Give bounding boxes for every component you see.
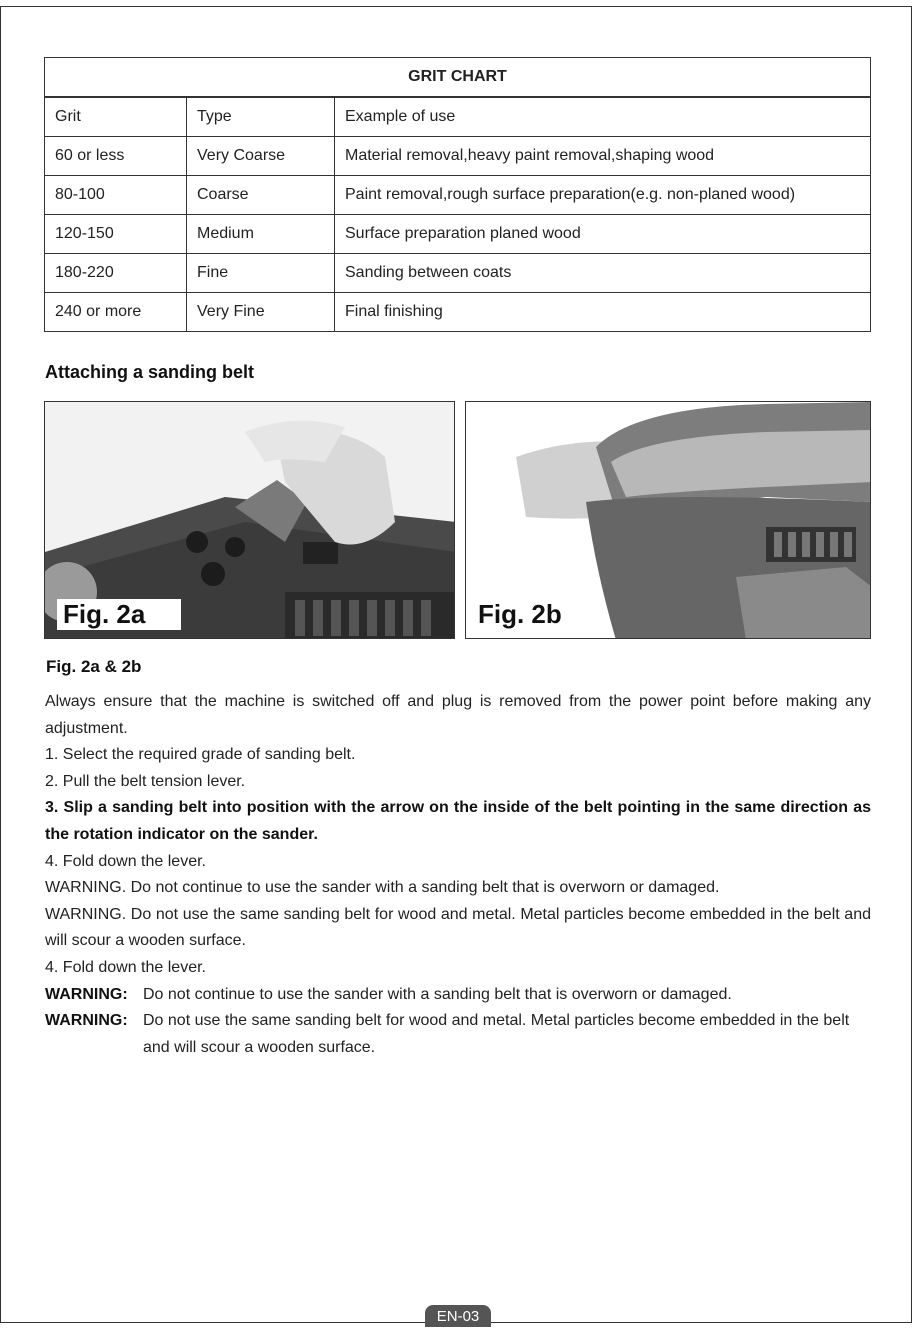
example-cell: Paint removal,rough surface preparation(e.g. non-planed wood) (335, 176, 871, 215)
example-cell: Sanding between coats (335, 254, 871, 293)
figure-2b-photo (465, 401, 871, 639)
grit-chart-table (44, 57, 871, 332)
table-row (45, 293, 871, 332)
grit-cell: 120-150 (45, 215, 187, 254)
intro-paragraph: Always ensure that the machine is switched off and plug is removed from the power point before making any adjustment. (45, 693, 871, 737)
instructions-body (45, 689, 871, 1061)
grit-cell: 240 or more (45, 293, 187, 332)
type-cell: Medium (187, 215, 335, 254)
type-cell: Fine (187, 254, 335, 293)
grit-chart-title: GRIT CHART (45, 58, 871, 98)
warning-3-text: Do not continue to use the sander with a sanding belt that is overworn or damaged. (143, 985, 732, 1003)
step-4-repeat: 4. Fold down the lever. (45, 958, 206, 976)
warning-3 (45, 982, 871, 1009)
warning-4-text: Do not use the same sanding belt for wood and metal. Metal particles become embedded in the belt and will scour a wooden surface. (143, 1012, 850, 1056)
grit-cell: 60 or less (45, 137, 187, 176)
table-row (45, 215, 871, 254)
step-2: 2. Pull the belt tension lever. (45, 772, 246, 790)
step-3: 3. Slip a sanding belt into position with the arrow on the inside of the belt pointing in the same direction as the rotation indicator on the sander. (45, 799, 871, 843)
column-header-type: Type (187, 97, 335, 137)
table-row (45, 176, 871, 215)
example-cell: Material removal,heavy paint removal,shaping wood (335, 137, 871, 176)
table-row (45, 254, 871, 293)
section-heading: Attaching a sanding belt (45, 362, 255, 382)
warning-label: WARNING: (45, 1012, 128, 1030)
figure-2b-label: Fig. 2b (478, 599, 562, 629)
warning-4 (45, 1008, 871, 1061)
type-cell: Very Fine (187, 293, 335, 332)
figure-2a-label: Fig. 2a (57, 599, 181, 630)
grit-chart-header-row (45, 97, 871, 137)
grit-cell: 180-220 (45, 254, 187, 293)
warning-2: WARNING. Do not use the same sanding belt for wood and metal. Metal particles become embedded in the belt and will scour a wooden surface. (45, 905, 871, 950)
table-row (45, 137, 871, 176)
warning-label: WARNING: (45, 985, 128, 1003)
page-number-badge: EN-03 (425, 1305, 491, 1327)
warning-1: WARNING. Do not continue to use the sander with a sanding belt that is overworn or damaged. (45, 879, 720, 897)
example-cell: Final finishing (335, 293, 871, 332)
figure-subheading: Fig. 2a & 2b (46, 657, 142, 676)
figure-2a-photo (44, 401, 455, 639)
grit-cell: 80-100 (45, 176, 187, 215)
column-header-grit: Grit (45, 97, 187, 137)
step-4: 4. Fold down the lever. (45, 852, 206, 870)
example-cell: Surface preparation planed wood (335, 215, 871, 254)
step-1: 1. Select the required grade of sanding belt. (45, 746, 356, 764)
type-cell: Coarse (187, 176, 335, 215)
type-cell: Very Coarse (187, 137, 335, 176)
column-header-example: Example of use (335, 97, 871, 137)
grit-chart-title-row (45, 58, 871, 98)
